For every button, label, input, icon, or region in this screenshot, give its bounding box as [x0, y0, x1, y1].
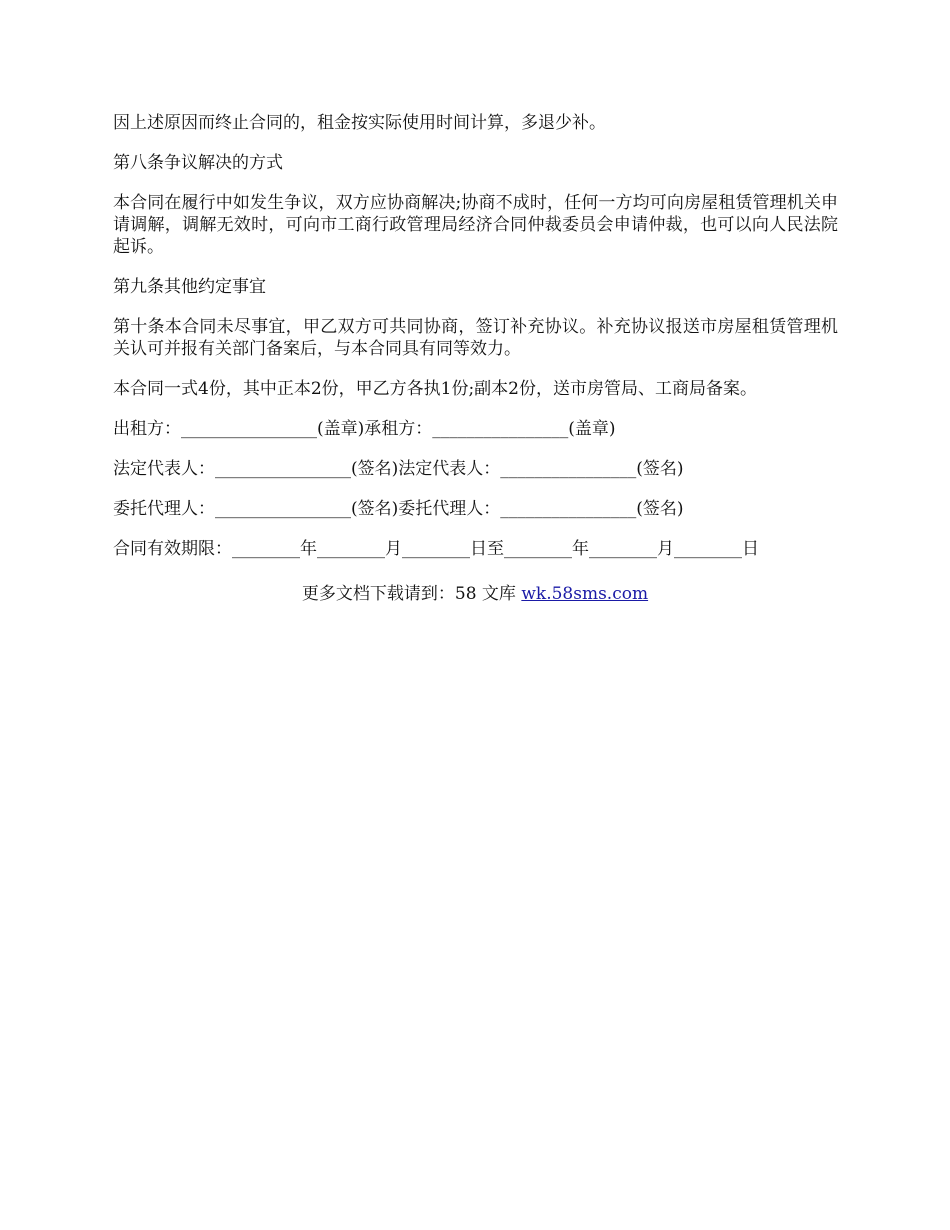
paragraph-article-10: 第十条本合同未尽事宜，甲乙双方可共同协商，签订补充协议。补充协议报送市房屋租赁管理机关认可并报有关部门备案后，与本合同具有同等效力。 [113, 317, 838, 359]
signature-line-legal-representatives: 法定代表人：________________(签名)法定代表人：________________(签名) [113, 459, 684, 479]
contract-validity-period: 合同有效期限：________年________月________日至________年________月________日 [113, 539, 759, 559]
signature-line-agents: 委托代理人：________________(签名)委托代理人：________________(签名) [113, 499, 684, 519]
paragraph-dispute-resolution: 本合同在履行中如发生争议，双方应协商解决;协商不成时，任何一方均可向房屋租赁管理机关申请调解，调解无效时，可向市工商行政管理局经济合同仲裁委员会申请仲裁，也可以向人民法院起诉。 [113, 193, 838, 257]
footer-prefix-text: 更多文档下载请到：58 文库 [301, 584, 522, 604]
signature-line-parties: 出租方：________________(盖章)承租方：________________(盖章) [113, 419, 616, 439]
document-body [113, 112, 838, 578]
heading-article-9: 第九条其他约定事宜 [113, 277, 266, 297]
paragraph-termination-rent: 因上述原因而终止合同的，租金按实际使用时间计算，多退少补。 [113, 113, 606, 133]
footer-website-link[interactable]: wk.58sms.com [521, 584, 649, 604]
heading-article-8: 第八条争议解决的方式 [113, 153, 283, 173]
paragraph-copies: 本合同一式4份，其中正本2份，甲乙方各执1份;副本2份，送市房管局、工商局备案。 [113, 379, 757, 399]
download-footer [0, 583, 950, 605]
